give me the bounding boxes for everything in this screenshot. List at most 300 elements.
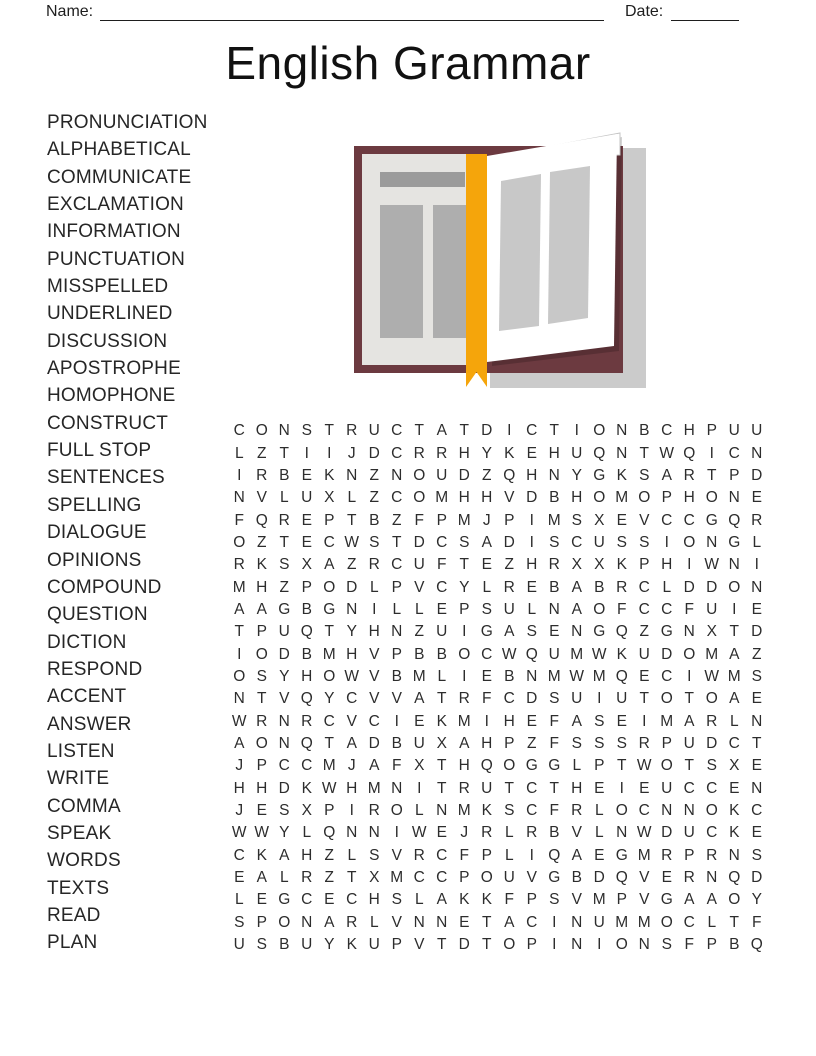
grid-cell: X: [324, 489, 335, 507]
grid-cell: I: [732, 600, 737, 618]
grid-cell: C: [391, 422, 403, 440]
grid-cell: V: [571, 891, 582, 909]
grid-cell: L: [414, 891, 424, 909]
grid-cell: W: [411, 824, 427, 842]
grid-cell: N: [346, 824, 358, 842]
grid-cell: U: [368, 936, 380, 954]
grid-cell: E: [234, 869, 245, 887]
grid-cell: P: [256, 623, 267, 641]
grid-cell: U: [593, 533, 605, 551]
grid-cell: Q: [615, 667, 628, 685]
grid-cell: O: [503, 757, 516, 775]
grid-cell: I: [619, 779, 624, 797]
left-page-column-block: [380, 205, 423, 338]
grid-cell: K: [459, 891, 470, 909]
right-page-column-block: [548, 166, 590, 324]
grid-cell: N: [436, 802, 448, 820]
grid-cell: F: [617, 600, 627, 618]
grid-cell: N: [616, 444, 628, 462]
grid-cell: N: [638, 936, 650, 954]
grid-cell: H: [368, 623, 380, 641]
grid-cell: M: [457, 802, 471, 820]
grid-cell: M: [390, 869, 404, 887]
grid-cell: O: [638, 489, 651, 507]
grid-cell: D: [278, 645, 290, 663]
grid-cell: R: [368, 802, 380, 820]
grid-cell: B: [279, 466, 290, 484]
grid-cell: V: [346, 712, 357, 730]
grid-cell: A: [256, 600, 267, 618]
grid-cell: C: [526, 422, 538, 440]
grid-cell: P: [459, 869, 470, 887]
grid-cell: R: [638, 734, 650, 752]
grid-cell: L: [527, 600, 537, 618]
grid-cell: D: [481, 422, 493, 440]
grid-cell: I: [462, 667, 467, 685]
grid-cell: A: [414, 690, 425, 708]
grid-cell: O: [413, 466, 426, 484]
grid-cell: U: [638, 645, 650, 663]
grid-cell: C: [638, 578, 650, 596]
grid-cell: E: [751, 757, 762, 775]
grid-cell: K: [481, 802, 492, 820]
grid-cell: R: [706, 712, 718, 730]
grid-cell: S: [661, 936, 672, 954]
grid-cell: R: [661, 846, 673, 864]
grid-cell: A: [706, 891, 717, 909]
grid-cell: S: [481, 600, 492, 618]
grid-cell: L: [302, 824, 312, 842]
grid-cell: F: [549, 802, 559, 820]
grid-cell: X: [301, 556, 312, 574]
grid-cell: L: [234, 891, 244, 909]
grid-cell: M: [547, 511, 561, 529]
grid-cell: W: [704, 667, 720, 685]
grid-cell: U: [683, 734, 695, 752]
grid-cell: U: [503, 869, 515, 887]
grid-cell: Y: [324, 936, 335, 954]
grid-cell: H: [346, 645, 358, 663]
grid-cell: D: [458, 466, 470, 484]
grid-cell: S: [751, 846, 762, 864]
grid-cell: P: [706, 422, 717, 440]
word-list-item: MISSPELLED: [47, 276, 169, 298]
grid-cell: M: [412, 667, 426, 685]
grid-cell: E: [616, 511, 627, 529]
grid-cell: C: [683, 779, 695, 797]
grid-cell: X: [706, 623, 717, 641]
grid-cell: C: [436, 533, 448, 551]
grid-cell: R: [301, 869, 313, 887]
grid-cell: V: [391, 913, 402, 931]
grid-cell: A: [571, 578, 582, 596]
grid-cell: C: [661, 511, 673, 529]
grid-cell: O: [593, 422, 606, 440]
grid-cell: I: [597, 936, 602, 954]
grid-cell: O: [458, 645, 471, 663]
grid-cell: O: [593, 489, 606, 507]
grid-cell: M: [592, 891, 606, 909]
grid-cell: X: [571, 556, 582, 574]
grid-cell: D: [413, 533, 425, 551]
grid-cell: R: [458, 690, 470, 708]
grid-cell: L: [752, 533, 762, 551]
grid-cell: I: [754, 556, 759, 574]
grid-cell: B: [279, 936, 290, 954]
grid-cell: J: [482, 511, 491, 529]
grid-cell: Q: [728, 869, 741, 887]
grid-cell: P: [324, 511, 335, 529]
grid-cell: O: [705, 802, 718, 820]
grid-cell: C: [638, 802, 650, 820]
grid-cell: V: [414, 578, 425, 596]
left-page-column-block: [433, 205, 466, 338]
grid-cell: V: [414, 936, 425, 954]
grid-cell: A: [481, 533, 492, 551]
grid-cell: P: [301, 578, 312, 596]
grid-cell: R: [571, 802, 583, 820]
grid-cell: N: [391, 466, 403, 484]
grid-cell: A: [256, 869, 267, 887]
grid-cell: Z: [369, 489, 379, 507]
grid-cell: K: [346, 936, 357, 954]
grid-cell: X: [369, 869, 380, 887]
word-list-item: PUNCTUATION: [47, 248, 186, 270]
grid-cell: M: [637, 913, 651, 931]
bookmark-ribbon-icon: [466, 154, 487, 387]
grid-cell: Q: [615, 869, 628, 887]
grid-cell: I: [327, 444, 332, 462]
word-list-item: HOMOPHONE: [47, 385, 176, 407]
grid-cell: B: [391, 734, 402, 752]
grid-cell: S: [751, 667, 762, 685]
grid-cell: N: [278, 422, 290, 440]
grid-cell: V: [526, 869, 537, 887]
grid-cell: M: [457, 511, 471, 529]
grid-cell: E: [414, 712, 425, 730]
grid-cell: U: [301, 489, 313, 507]
grid-cell: B: [301, 645, 312, 663]
grid-cell: A: [234, 734, 245, 752]
word-list-item: PRONUNCIATION: [47, 112, 208, 133]
grid-cell: F: [482, 690, 492, 708]
grid-cell: T: [684, 757, 694, 775]
grid-cell: D: [751, 869, 763, 887]
grid-cell: B: [549, 578, 560, 596]
grid-cell: T: [347, 511, 357, 529]
grid-cell: B: [594, 578, 605, 596]
grid-cell: H: [526, 466, 538, 484]
grid-cell: H: [481, 734, 493, 752]
grid-cell: V: [369, 690, 380, 708]
grid-cell: V: [279, 690, 290, 708]
grid-cell: O: [390, 802, 403, 820]
grid-cell: S: [279, 802, 290, 820]
grid-cell: W: [501, 645, 517, 663]
grid-cell: O: [480, 869, 493, 887]
grid-cell: L: [594, 824, 604, 842]
grid-cell: Y: [324, 690, 335, 708]
grid-cell: H: [683, 489, 695, 507]
grid-cell: W: [636, 824, 652, 842]
grid-cell: P: [504, 511, 515, 529]
grid-cell: A: [504, 623, 515, 641]
grid-cell: U: [683, 824, 695, 842]
grid-cell: F: [414, 511, 424, 529]
grid-cell: A: [234, 600, 245, 618]
grid-cell: E: [481, 667, 492, 685]
grid-cell: L: [279, 489, 289, 507]
grid-cell: U: [593, 913, 605, 931]
grid-cell: D: [526, 690, 538, 708]
grid-cell: O: [593, 600, 606, 618]
grid-cell: J: [347, 444, 356, 462]
grid-cell: Y: [459, 578, 470, 596]
grid-cell: R: [368, 556, 380, 574]
grid-cell: O: [615, 936, 628, 954]
grid-cell: H: [256, 779, 268, 797]
grid-cell: X: [594, 556, 605, 574]
grid-cell: L: [414, 600, 424, 618]
grid-cell: V: [391, 846, 402, 864]
grid-cell: S: [256, 936, 267, 954]
grid-cell: R: [458, 779, 470, 797]
word-list-item: DICTION: [47, 631, 127, 653]
grid-cell: U: [571, 444, 583, 462]
grid-cell: C: [503, 690, 515, 708]
grid-cell: V: [639, 511, 650, 529]
grid-cell: U: [481, 779, 493, 797]
grid-cell: C: [301, 757, 313, 775]
grid-cell: T: [482, 936, 492, 954]
grid-cell: S: [391, 891, 402, 909]
grid-cell: U: [728, 422, 740, 440]
grid-cell: O: [728, 578, 741, 596]
grid-cell: S: [706, 757, 717, 775]
grid-cell: I: [642, 712, 647, 730]
grid-cell: R: [706, 846, 718, 864]
grid-cell: D: [503, 533, 515, 551]
grid-cell: C: [706, 824, 718, 842]
grid-cell: M: [435, 489, 449, 507]
grid-cell: B: [504, 667, 515, 685]
grid-cell: N: [571, 913, 583, 931]
grid-cell: P: [436, 511, 447, 529]
grid-cell: N: [346, 600, 358, 618]
grid-cell: H: [301, 667, 313, 685]
grid-cell: S: [549, 690, 560, 708]
grid-cell: V: [391, 690, 402, 708]
grid-cell: D: [661, 824, 673, 842]
grid-cell: Q: [300, 623, 313, 641]
grid-cell: K: [324, 466, 335, 484]
grid-cell: R: [526, 824, 538, 842]
word-list-item: WRITE: [47, 768, 110, 790]
grid-cell: P: [661, 489, 672, 507]
grid-cell: C: [661, 667, 673, 685]
grid-cell: N: [728, 489, 740, 507]
grid-cell: C: [346, 891, 358, 909]
grid-cell: Q: [323, 824, 336, 842]
grid-cell: T: [347, 869, 357, 887]
grid-cell: Z: [257, 444, 267, 462]
grid-cell: T: [414, 422, 424, 440]
open-book-illustration: [338, 125, 658, 397]
grid-cell: L: [662, 578, 672, 596]
grid-cell: N: [233, 690, 245, 708]
grid-cell: M: [232, 578, 246, 596]
grid-cell: T: [729, 913, 739, 931]
grid-cell: G: [660, 623, 673, 641]
grid-cell: K: [481, 891, 492, 909]
grid-cell: N: [301, 913, 313, 931]
grid-cell: B: [729, 936, 740, 954]
grid-cell: S: [571, 511, 582, 529]
grid-cell: A: [661, 466, 672, 484]
word-list-item: TEXTS: [47, 877, 110, 899]
grid-cell: L: [392, 600, 402, 618]
grid-cell: G: [705, 511, 718, 529]
grid-cell: H: [481, 489, 493, 507]
grid-cell: T: [279, 444, 289, 462]
grid-cell: F: [459, 846, 469, 864]
grid-cell: K: [616, 466, 627, 484]
grid-cell: M: [637, 846, 651, 864]
grid-cell: N: [391, 623, 403, 641]
grid-cell: P: [459, 600, 470, 618]
grid-cell: C: [233, 846, 245, 864]
grid-cell: M: [727, 667, 741, 685]
grid-cell: R: [256, 466, 268, 484]
grid-cell: N: [413, 913, 425, 931]
grid-cell: D: [751, 466, 763, 484]
grid-cell: S: [526, 623, 537, 641]
grid-cell: P: [706, 936, 717, 954]
grid-cell: W: [344, 533, 360, 551]
grid-cell: P: [256, 757, 267, 775]
grid-cell: D: [706, 734, 718, 752]
grid-cell: I: [462, 623, 467, 641]
grid-cell: A: [324, 556, 335, 574]
grid-cell: X: [301, 802, 312, 820]
grid-cell: E: [639, 667, 650, 685]
grid-cell: C: [661, 600, 673, 618]
grid-cell: C: [728, 734, 740, 752]
grid-cell: C: [526, 913, 538, 931]
grid-cell: K: [256, 556, 267, 574]
grid-cell: C: [706, 779, 718, 797]
grid-cell: O: [615, 802, 628, 820]
grid-cell: M: [322, 757, 336, 775]
grid-cell: E: [301, 533, 312, 551]
grid-cell: E: [324, 891, 335, 909]
grid-cell: E: [661, 869, 672, 887]
grid-cell: T: [549, 422, 559, 440]
grid-cell: I: [552, 913, 557, 931]
grid-cell: E: [301, 511, 312, 529]
grid-cell: C: [391, 489, 403, 507]
grid-cell: B: [301, 600, 312, 618]
grid-cell: I: [304, 444, 309, 462]
grid-cell: H: [458, 757, 470, 775]
grid-cell: N: [683, 623, 695, 641]
grid-cell: A: [324, 913, 335, 931]
word-list-item: WORDS: [47, 850, 121, 872]
grid-cell: T: [459, 422, 469, 440]
grid-cell: V: [504, 489, 515, 507]
grid-cell: C: [391, 444, 403, 462]
grid-cell: N: [436, 913, 448, 931]
grid-cell: T: [752, 734, 762, 752]
grid-cell: Z: [369, 466, 379, 484]
grid-cell: N: [751, 444, 763, 462]
grid-cell: K: [256, 846, 267, 864]
grid-cell: V: [369, 645, 380, 663]
grid-cell: T: [324, 734, 334, 752]
grid-cell: U: [413, 556, 425, 574]
grid-cell: C: [571, 533, 583, 551]
date-label: Date:: [625, 3, 664, 20]
grid-cell: E: [639, 779, 650, 797]
word-list-item: COMMA: [47, 795, 121, 817]
grid-cell: Q: [480, 757, 493, 775]
word-list-item: COMMUNICATE: [47, 166, 192, 188]
word-list: [47, 109, 208, 957]
grid-cell: U: [571, 690, 583, 708]
page-title: English Grammar: [225, 37, 591, 89]
grid-cell: B: [414, 645, 425, 663]
grid-cell: S: [459, 533, 470, 551]
grid-cell: D: [346, 578, 358, 596]
grid-cell: Y: [481, 444, 492, 462]
grid-cell: T: [482, 913, 492, 931]
grid-cell: Y: [279, 667, 290, 685]
grid-cell: C: [301, 891, 313, 909]
grid-cell: C: [323, 533, 335, 551]
grid-cell: S: [616, 533, 627, 551]
grid-cell: O: [683, 645, 696, 663]
grid-cell: W: [591, 645, 607, 663]
grid-cell: T: [639, 444, 649, 462]
grid-cell: C: [278, 757, 290, 775]
grid-cell: P: [504, 734, 515, 752]
word-list-item: FULL STOP: [47, 440, 152, 462]
grid-cell: T: [639, 690, 649, 708]
grid-cell: T: [729, 623, 739, 641]
grid-cell: W: [231, 824, 247, 842]
grid-cell: P: [391, 645, 402, 663]
grid-cell: H: [503, 712, 515, 730]
grid-cell: Q: [525, 645, 538, 663]
grid-cell: H: [571, 779, 583, 797]
grid-cell: P: [684, 846, 695, 864]
grid-cell: D: [593, 869, 605, 887]
grid-cell: C: [751, 802, 763, 820]
grid-cell: E: [481, 556, 492, 574]
grid-cell: L: [234, 444, 244, 462]
grid-cell: N: [751, 578, 763, 596]
grid-cell: L: [729, 712, 739, 730]
word-list-item: ANSWER: [47, 713, 132, 735]
grid-cell: P: [256, 913, 267, 931]
word-list-item: LISTEN: [47, 740, 115, 762]
grid-cell: T: [324, 623, 334, 641]
grid-cell: E: [594, 846, 605, 864]
grid-cell: K: [729, 802, 740, 820]
grid-cell: C: [436, 869, 448, 887]
grid-cell: R: [301, 712, 313, 730]
grid-cell: O: [705, 489, 718, 507]
